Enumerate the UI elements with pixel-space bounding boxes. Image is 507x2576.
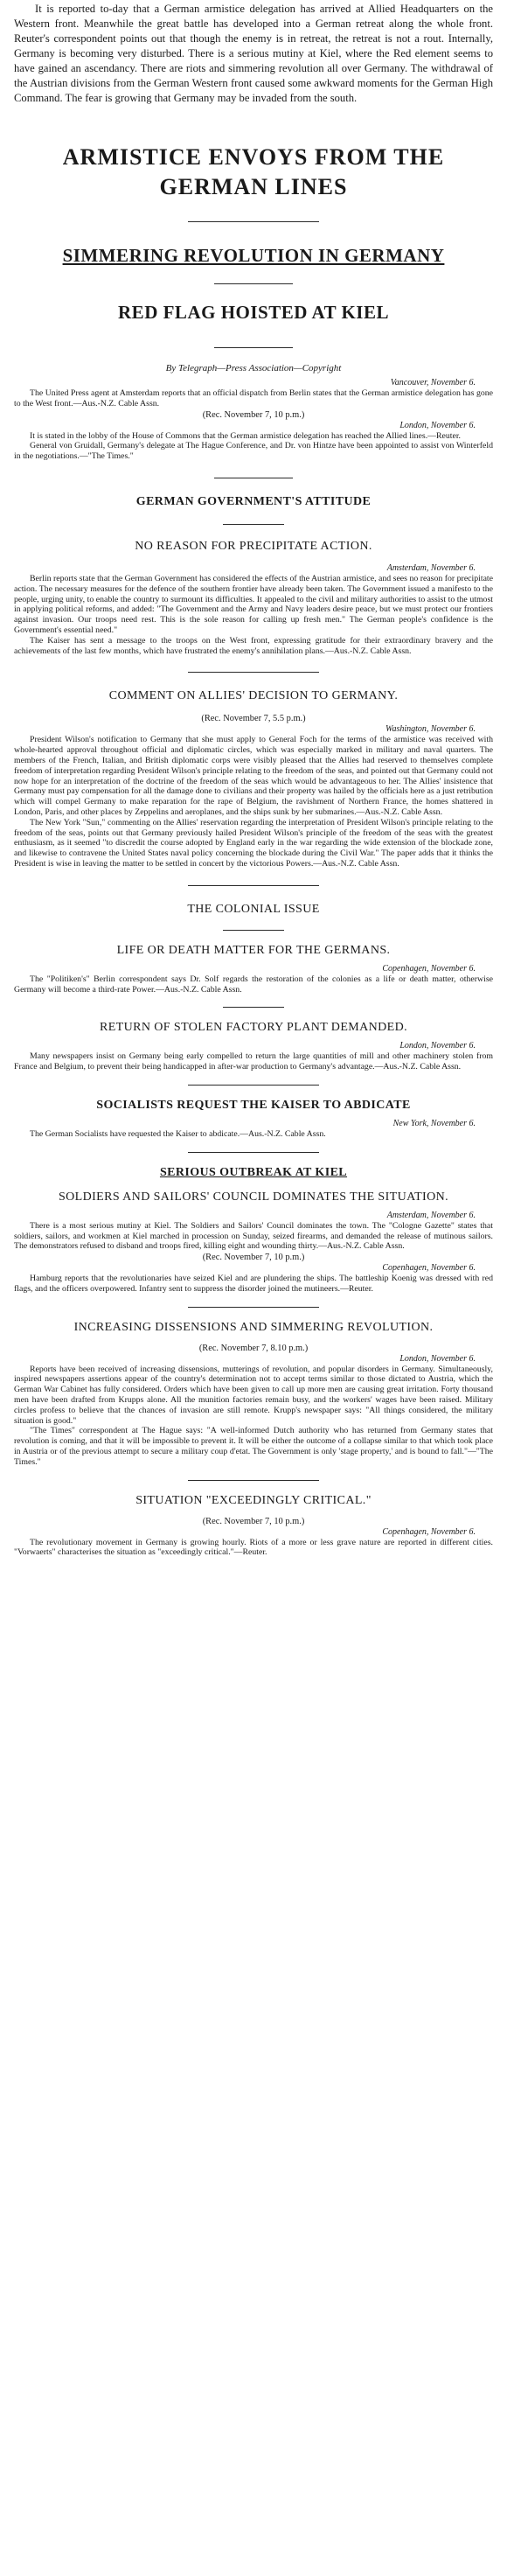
section-subheading: LIFE OR DEATH MATTER FOR THE GERMANS. (116, 943, 391, 957)
article-paragraph: The "Politiken's" Berlin correspondent says Dr. Solf regards the restoration of the colonies as a life or death matter, otherwise Germany will become a third-rate Power.—Aus.-N.Z. Cable Assn. (14, 974, 493, 995)
article-paragraph: It is stated in the lobby of the House of Commons that the German armistice delegation has reached the Allied lines.—Reuter. (30, 430, 461, 441)
article-paragraph: General von Gruidall, Germany's delegate at The Hague Conference, and Dr. von Hintze have been appointed to assist von Winterfeld in the negotiations.—"The Times." (14, 441, 493, 462)
article-paragraph: Reports have been received of increasing dissensions, mutterings of revolution, and popular disorders in Germany. Simultaneously, inspired newspapers assertions appear of the country's determination not to accept terms similar to those dictated to Austria, which the German War Cabinet has fully considered. Orders which have been given to call up more men are causing great irritation. Forty thousand men have been drafted from Krupps alone. All the munition factories remain busy, and the workers' wages have been raised. Military circles profess to believe that the chances of invasion are still remote. Krupp's newspaper says: "All things considered, the military situation is good." (14, 1364, 493, 1426)
article-paragraph: The Kaiser has sent a message to the troops on the West front, expressing gratitude for their extraordinary bravery and the achievements of the last few months, which have frustrated the enemy's annihilation plans.—Aus.-N.Z. Cable Assn. (14, 635, 493, 656)
dateline: Amsterdam, November 6. (386, 562, 476, 573)
section-heading: SERIOUS OUTBREAK AT KIEL (159, 1165, 348, 1179)
sub-headline-revolution: SIMMERING REVOLUTION IN GERMANY (62, 245, 445, 266)
divider (188, 1152, 319, 1153)
dateline: Copenhagen, November 6. (382, 1263, 476, 1274)
article-paragraph: There is a most serious mutiny at Kiel. The Soldiers and Sailors' Council dominates the town. The "Cologne Gazette" states that soldiers, sailors, and workmen at Kiel marched in procession on Sunday, seized firearms, and demanded the release of mutinous sailors. The demonstrators refused to disband and troops fired, killing eight and wounding thirty.—Aus.-N.Z. Cable Assn. (14, 1220, 493, 1252)
section-heading: SOCIALISTS REQUEST THE KAISER TO ABDICATE (96, 1098, 411, 1112)
section-heading: RETURN OF STOLEN FACTORY PLANT DEMANDED. (99, 1021, 408, 1035)
article-paragraph: President Wilson's notification to Germany that she must apply to General Foch for the terms of the armistice was received with whole-hearted approval throughout official and diplomatic circles, which was especially marked in military and naval quarters. The members of the French, Italian, and British diplomatic corps were visibly pleased that the Allies had reserved to themselves complete freedom of interpretation regarding President Wilson's principle relating to the freedom of the seas, and pointed out that Germany could not now hope for an interpretation of the doctrine of the freedom of the seas which would be advantageous to her. The Allies' insistence that Germany must pay compensation for all the damage done to civilians and their property was hailed by the officials here as a just retribution which will compel Germany to make reparation for the rape of Belgium, the ravishment of Northern France, the homes shattered in London, Paris, and other places by Zeppelins and aeroplanes, and the ships sunk by her submarines.—Aus.-N.Z. Cable Assn. (14, 735, 493, 817)
article-paragraph: The revolutionary movement in Germany is growing hourly. Riots of a more or less grave nature are reported in different cities. "Vorwaerts" characterises the situation as "exceedingly critical."—Reuter. (14, 1537, 493, 1558)
sub-headline-kiel: RED FLAG HOISTED AT KIEL (118, 302, 389, 323)
dateline: Copenhagen, November 6. (382, 1526, 476, 1537)
dateline: London, November 6. (399, 1041, 476, 1051)
section-subheading: NO REASON FOR PRECIPITATE ACTION. (135, 539, 372, 553)
section-heading: COMMENT ON ALLIES' DECISION TO GERMANY. (108, 689, 399, 703)
section-heading: THE COLONIAL ISSUE (187, 902, 320, 916)
dateline: Amsterdam, November 6. (386, 1210, 476, 1220)
section-heading: GERMAN GOVERNMENT'S ATTITUDE (135, 494, 372, 508)
dateline: Vancouver, November 6. (390, 378, 476, 387)
dateline: New York, November 6. (392, 1118, 476, 1128)
dateline: London, November 6. (399, 1353, 476, 1364)
article-paragraph: The New York "Sun," commenting on the Allies' reservation regarding the interpretation of President Wilson's principle relating to the freedom of the seas, points out that Germany previously hailed President Wilson's principle of the freedom of the seas with the greatest enthusiasm, as it seemed "to discredit the course adopted by England early in the war regarding the wide extension of the blockade zone, and likewise to contravene the United States naval policy concerning the blockade during the Civil War." The paper adds that it thinks the President is wise in leaving the matter to be settled in concert by the victorious Powers.—Aus.-N.Z. Cable Assn. (14, 817, 493, 869)
dateline: London, November 6. (399, 420, 476, 430)
divider (188, 1480, 319, 1481)
dateline: Washington, November 6. (385, 724, 476, 735)
section-heading: SITUATION "EXCEEDINGLY CRITICAL." (135, 1493, 372, 1507)
divider (214, 283, 293, 284)
article-paragraph: Berlin reports state that the German Government has considered the effects of the Austrian armistice, and sees no reason for precipitate action. The necessary measures for the defence of the southern frontier have already been taken. The Government issued a manifesto to the people, urging unity, to enable the country to surmount its difficulties. It appealed to the civil and military authorities to assist to the utmost in applying political reforms, and added: "The Government and the Army and Navy leaders desire peace, but we must protect our frontiers against invasion. Our troops need rest. This is the sole reason for calling up fresh men." The German people's confidence is the Government's essential need." (14, 573, 493, 635)
intro-paragraph: It is reported to-day that a German armistice delegation has arrived at Allied Headquarters on the Western front. Meanwhile the great battle has developed into a German retreat along the whole front. Reuter's correspondent points out that though the enemy is in retreat, the retreat is not a rout. Internally, Germany is becoming very disturbed. There is a serious mutiny at Kiel, where the Red element seems to have gained an ascendancy. There are riots and simmering revolution all over Germany. The withdrawal of the Austrian divisions from the German Western front caused some awkward moments for the German High Command. The fear is growing that Germany may be invaded from the south. (14, 3, 493, 104)
byline: By Telegraph—Press Association—Copyright (165, 363, 342, 373)
divider (188, 885, 319, 886)
article-paragraph: Many newspapers insist on Germany being early compelled to return the large quantities of mill and other machinery stolen from France and Belgium, to prevent their being handicapped in after-war production to Germany's advantage.—Aus.-N.Z. Cable Assn. (14, 1051, 493, 1072)
divider (188, 1307, 319, 1308)
divider (188, 1085, 319, 1086)
section-heading: INCREASING DISSENSIONS AND SIMMERING REVOLUTION. (73, 1320, 434, 1334)
divider (223, 1007, 284, 1008)
divider (223, 930, 284, 931)
dateline: Copenhagen, November 6. (382, 963, 476, 974)
divider (188, 672, 319, 673)
received-note: (Rec. November 7, 5.5 p.m.) (201, 714, 306, 724)
article-paragraph: The United Press agent at Amsterdam reports that an official dispatch from Berlin states that the German armistice delegation has gone to the West front.—Aus.-N.Z. Cable Assn. (14, 388, 493, 408)
article-paragraph: Hamburg reports that the revolutionaries have seized Kiel and are plundering the ships. The battleship Koenig was dressed with red flags, and the officers overpowered. Infantry sent to suppress the disorder joined the mutineers.—Reuter. (14, 1274, 493, 1294)
article-paragraph: "The Times" correspondent at The Hague says: "A well-informed Dutch authority who has returned from Germany states that revolution is coming, and that it will be impossible to prevent it. It will be either the outcome of a collapse similar to that which took place in Austria or of the previous attempt to secure a military coup d'etat. The Government is only 'stage property,' and is bound to fall."—"The Times." (14, 1426, 493, 1467)
divider (214, 347, 293, 348)
received-note: (Rec. November 7, 10 p.m.) (202, 1253, 305, 1263)
divider (188, 221, 319, 222)
divider (223, 524, 284, 525)
received-note: (Rec. November 7, 8.10 p.m.) (198, 1343, 309, 1353)
article-paragraph: The German Socialists have requested the Kaiser to abdicate.—Aus.-N.Z. Cable Assn. (30, 1128, 326, 1139)
main-headline: ARMISTICE ENVOYS FROM THE GERMAN LINES (62, 144, 445, 199)
received-note: (Rec. November 7, 10 p.m.) (202, 1516, 305, 1526)
received-note: (Rec. November 7, 10 p.m.) (202, 409, 305, 420)
section-subheading: SOLDIERS AND SAILORS' COUNCIL DOMINATES THE SITUATION. (58, 1190, 449, 1204)
